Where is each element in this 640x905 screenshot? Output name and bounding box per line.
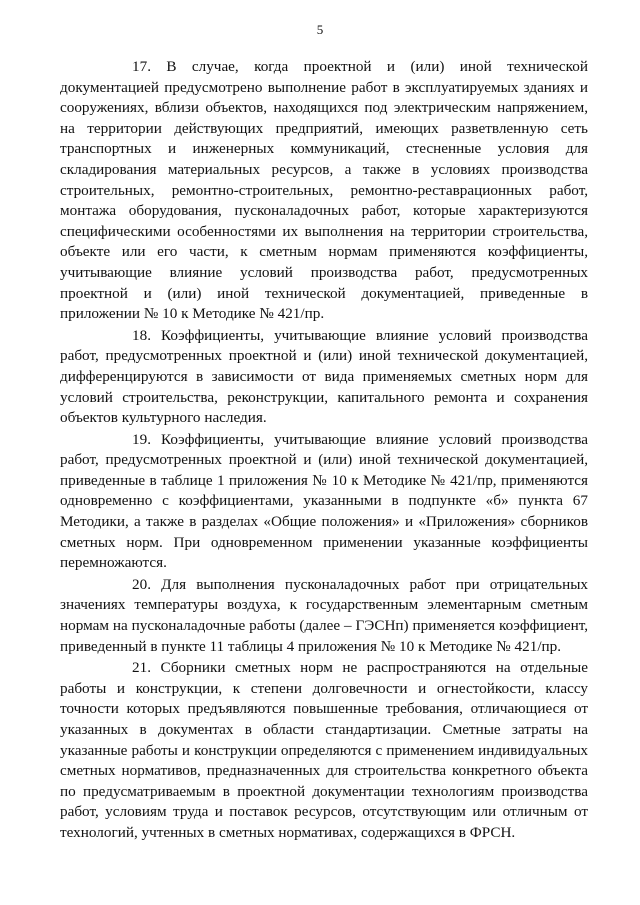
paragraph-text: Коэффициенты, учитывающие влияние условий производства работ, предусмотренных проектной и (или) иной технической документацией, дифференцируются в зависимости от вида применяемых сметных норм для условий строительства, реконструкции, капитального ремонта и сохранения объектов культурного наследия. bbox=[60, 326, 588, 427]
paragraph-20 bbox=[60, 575, 588, 657]
paragraph-number: 17. bbox=[132, 58, 151, 75]
paragraph-number: 20. bbox=[132, 575, 151, 593]
paragraph-text: Сборники сметных норм не распространяются на отдельные работы и конструкции, к степени долговечности и огнестойкости, классу точности которых предъявляются повышенные требования, отличающиеся от указанных в документах в области стандартизации. Сметные затраты на указанные работы и конструкции определяются с применением индивидуальных сметных нормативов, предназначенных для строительства конкретного объекта по предусматриваемым в проектной документации технологиям производства работ, условиям труда и поставок ресурсов, отсутствующим или отличным от технологий, учтенных в сметных нормативах, содержащихся в ФРСН. bbox=[60, 659, 588, 841]
paragraph-18 bbox=[60, 326, 588, 429]
paragraph-number: 19. bbox=[132, 430, 151, 448]
paragraph-number: 18. bbox=[132, 326, 151, 344]
paragraph-text: Для выполнения пусконаладочных работ при отрицательных значениях температуры воздуха, к государственным элементарным сметным нормам на пусконаладочные работы (далее – ГЭСНп) применяется коэффициент, приведенный в пункте 11 таблицы 4 приложения № 10 к Методике № 421/пр. bbox=[60, 575, 589, 655]
paragraph-text: Коэффициенты, учитывающие влияние условий производства работ, предусмотренных проектной и (или) иной технической документацией, приведенные в таблице 1 приложения № 10 к Методике № 421/пр, применяются одновременно с коэффициентами, указанными в подпункте «б» пункта 67 Методики, а также в разделах «Общие положения» и «Приложения» сборников сметных норм. При одновременном применении указанные коэффициенты перемножаются. bbox=[60, 430, 588, 572]
document-body bbox=[60, 57, 588, 845]
paragraph-19 bbox=[60, 430, 588, 574]
paragraph-17 bbox=[60, 57, 588, 325]
paragraph-text: В случае, когда проектной и (или) иной технической документацией предусмотрено выполнение работ в эксплуатируемых зданиях и сооружениях, вблизи объектов, находящихся под электрическим напряжением, на территории действующих предприятий, имеющих разветвленную сеть транспортных и инженерных коммуникаций, стесненные условия для складирования материальных ресурсов, а также в условиях производства строительных, ремонтно-строительных, ремонтно-реставрационных работ, монтажа оборудования, пусконаладочных работ, которые характеризуются специфическими особенностями их выполнения на территории строительства, объекте или его части, к сметным нормам применяются коэффициенты, учитывающие влияние условий производства работ, предусмотренных проектной и (или) иной технической документацией, приведенные в приложении № 10 к Методике № 421/пр. bbox=[60, 58, 588, 323]
page-number: 5 bbox=[316, 22, 324, 37]
paragraph-number: 21. bbox=[132, 659, 151, 677]
paragraph-21 bbox=[60, 658, 588, 843]
